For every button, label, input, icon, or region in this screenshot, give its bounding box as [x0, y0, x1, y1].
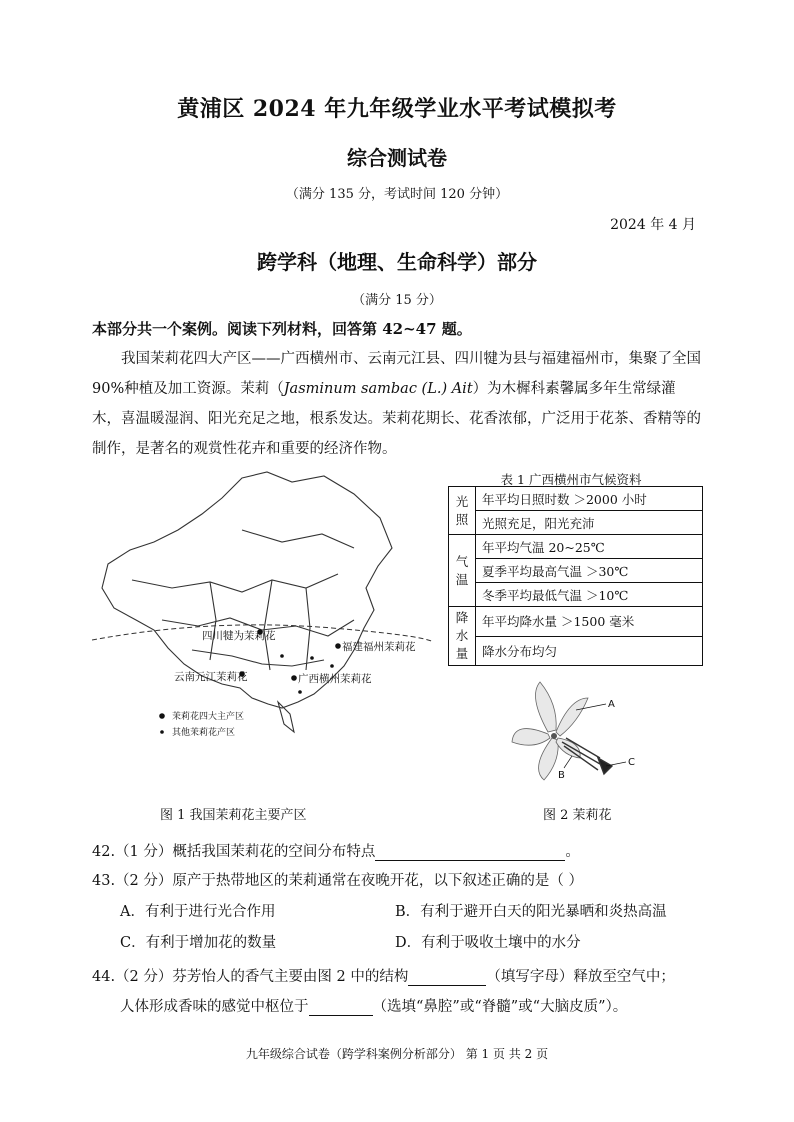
label-fujian: 福建福州茉莉花 [342, 641, 416, 653]
section-title: 跨学科（地理、生命科学）部分 [257, 250, 537, 274]
answer-blank-44b[interactable] [309, 999, 373, 1016]
question-42: 42.（1 分）概括我国茉莉花的空间分布特点 。 [92, 844, 580, 860]
section-instruction: 本部分共一个案例。阅读下列材料，回答第 42~47 题。 [92, 320, 472, 338]
table-cell: 年平均降水量 ＞1500 毫米 [476, 607, 703, 637]
table-cell: 年平均气温 20~25℃ [476, 535, 703, 559]
jasmine-flower-figure [508, 676, 658, 788]
table-cell: 年平均日照时数 ＞2000 小时 [476, 487, 703, 511]
label-B: B [558, 770, 565, 781]
exam-subtitle: 综合测试卷 [347, 146, 447, 170]
option-43-C[interactable]: C．有利于增加花的数量 [120, 935, 277, 951]
page-footer: 九年级综合试卷（跨学科案例分析部分） 第 1 页 共 2 页 [245, 1047, 549, 1061]
figure2-caption: 图 2 茉莉花 [543, 808, 612, 823]
china-map-figure [92, 470, 432, 770]
table1-caption: 表 1 广西横州市气候资料 [500, 472, 642, 487]
legend-main-areas: 茉莉花四大主产区 [172, 712, 245, 722]
marker-guangxi [291, 675, 297, 681]
question-44-line2: 人体形成香味的感觉中枢位于 （选填“鼻腔”或“脊髓”或“大脑皮质”）。 [120, 999, 628, 1015]
label-A: A [608, 699, 615, 710]
score-note: （满分 135 分，考试时间 120 分钟） [285, 187, 509, 202]
category-light: 光照 [449, 487, 476, 535]
exam-title: 黄浦区 2024 年九年级学业水平考试模拟考 [177, 96, 617, 122]
table-cell: 夏季平均最高气温 ＞30℃ [476, 559, 703, 583]
category-precipitation: 降水量 [449, 607, 476, 666]
option-43-D[interactable]: D．有利于吸收土壤中的水分 [395, 935, 581, 951]
latin-name: Jasminum sambac (L.) Ait [283, 381, 473, 397]
label-yunnan: 云南元江茉莉花 [174, 671, 248, 683]
section-score-note: （满分 15 分） [352, 293, 442, 308]
marker-other [298, 690, 302, 694]
legend-other-areas: 其他茉莉花产区 [172, 728, 236, 738]
marker-other [310, 656, 314, 660]
label-sichuan: 四川犍为茉莉花 [202, 630, 276, 642]
question-44: 44.（2 分）芬芳怡人的香气主要由图 2 中的结构 （填写字母）释放至空气中； [92, 969, 675, 985]
question-43: 43.（2 分）原产于热带地区的茉莉通常在夜晚开花，以下叙述正确的是（ ） [92, 873, 584, 889]
table-cell: 降水分布均匀 [476, 636, 703, 666]
climate-table [448, 486, 703, 666]
category-temperature: 气温 [449, 535, 476, 607]
table-cell: 冬季平均最低气温 ＞10℃ [476, 583, 703, 607]
figure1-caption: 图 1 我国茉莉花主要产区 [160, 808, 307, 823]
option-43-B[interactable]: B．有利于避开白天的阳光暴晒和炎热高温 [395, 904, 667, 920]
exam-date: 2024 年 4 月 [610, 217, 696, 233]
table-cell: 光照充足，阳光充沛 [476, 511, 703, 535]
marker-other [330, 664, 334, 668]
option-43-A[interactable]: A．有利于进行光合作用 [120, 904, 276, 920]
answer-blank-42[interactable] [375, 844, 565, 861]
marker-other [280, 654, 284, 658]
label-guangxi: 广西横州茉莉花 [298, 673, 372, 685]
material-paragraph: 我国茉莉花四大产区——广西横州市、云南元江县、四川犍为县与福建福州市，集聚了全国 90%种植及加工资源。茉莉（Jasminum sambac (L.) Ait）为木樨科素馨属多年生常绿灌木，喜温暖湿润、阳光充足之地，根系发达。茉莉花期长、花香浓郁，广泛用于花茶、香精等的制作，是著名的观赏性花卉和重要的经济作物。 [92, 351, 701, 457]
answer-blank-44a[interactable] [408, 969, 486, 986]
label-C: C [628, 757, 635, 768]
marker-fujian [335, 643, 341, 649]
